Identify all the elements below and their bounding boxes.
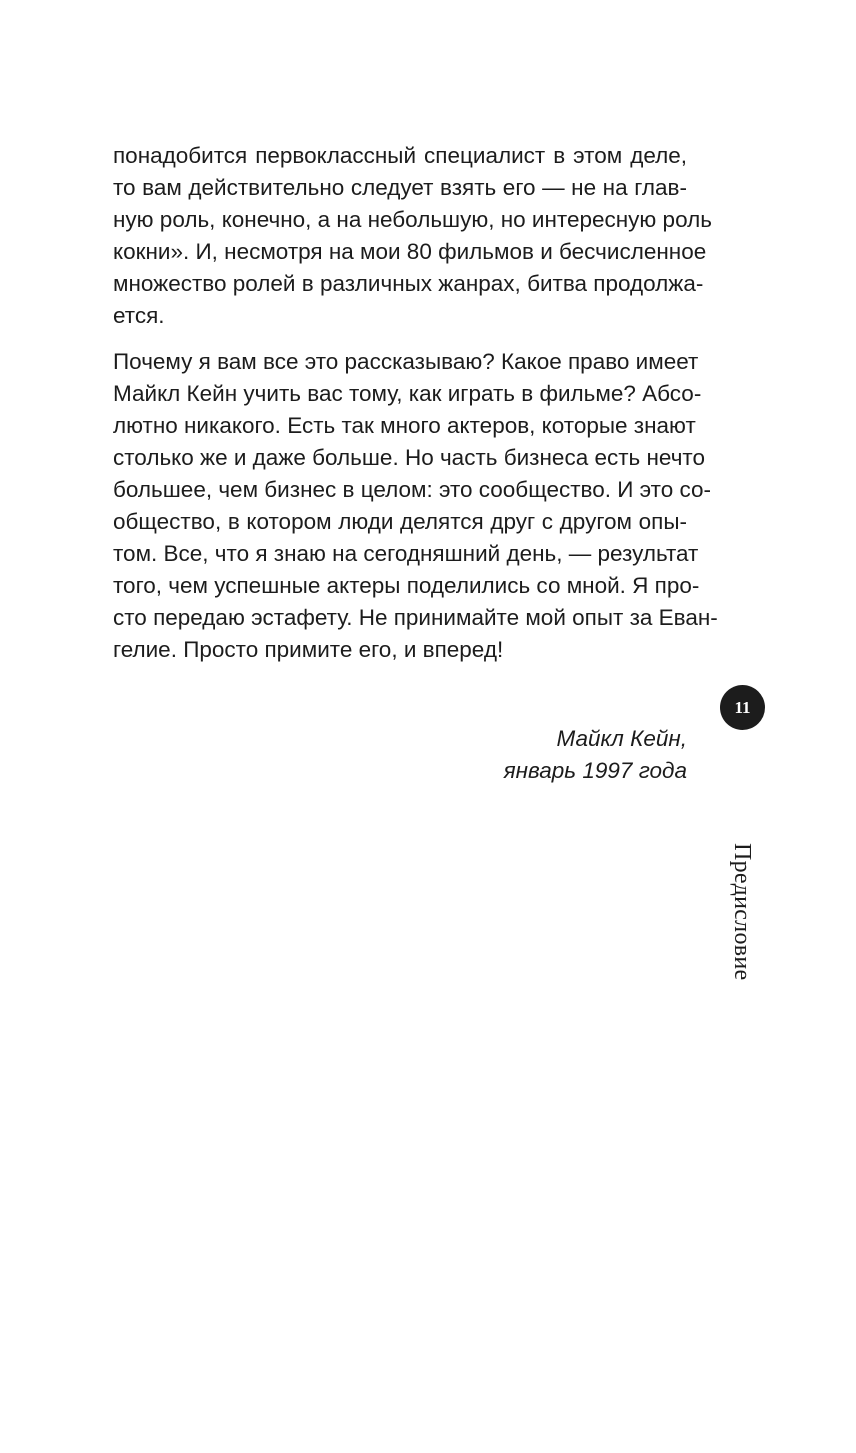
text-line: столько же и даже больше. Но часть бизнеса есть нечто bbox=[113, 445, 705, 470]
paragraph-text bbox=[113, 346, 718, 666]
signature bbox=[504, 723, 687, 787]
text-line: кокни». И, несмотря на мои 80 фильмов и бесчисленное bbox=[113, 239, 707, 264]
paragraph-2 bbox=[113, 346, 718, 666]
text-line: понадобится первоклассный специалист в этом деле, bbox=[113, 143, 687, 168]
text-line: том. Все, что я знаю на сегодняшний день, — результат bbox=[113, 541, 699, 566]
signature-name: Майкл Кейн, bbox=[556, 726, 687, 751]
text-line: Майкл Кейн учить вас тому, как играть в фильме? Абсо- bbox=[113, 381, 702, 406]
text-line: лютно никакого. Есть так много актеров, которые знают bbox=[113, 413, 696, 438]
running-header bbox=[724, 843, 760, 989]
text-line: общество, в котором люди делятся друг с другом опы- bbox=[113, 509, 687, 534]
paragraph-1 bbox=[113, 140, 712, 332]
section-title: Предисловие bbox=[729, 843, 755, 981]
page-number: 11 bbox=[734, 697, 751, 717]
text-line: того, чем успешные актеры поделились со мной. Я про- bbox=[113, 573, 700, 598]
paragraph-text bbox=[113, 140, 712, 332]
signature-date: январь 1997 года bbox=[503, 758, 687, 783]
text-line: сто передаю эстафету. Не принимайте мой опыт за Еван- bbox=[113, 605, 718, 630]
text-line: большее, чем бизнес в целом: это сообщество. И это со- bbox=[113, 477, 711, 502]
text-line-last: гелие. Просто примите его, и вперед! bbox=[113, 637, 504, 662]
text-line: Почему я вам все это рассказываю? Какое право имеет bbox=[113, 349, 699, 374]
text-line: то вам действительно следует взять его — не на глав- bbox=[113, 175, 687, 200]
text-line-last: ется. bbox=[113, 303, 165, 328]
page-number-badge bbox=[720, 685, 765, 730]
text-line: множество ролей в различных жанрах, битва продолжа- bbox=[113, 271, 704, 296]
text-line: ную роль, конечно, а на небольшую, но интересную роль bbox=[113, 207, 712, 232]
